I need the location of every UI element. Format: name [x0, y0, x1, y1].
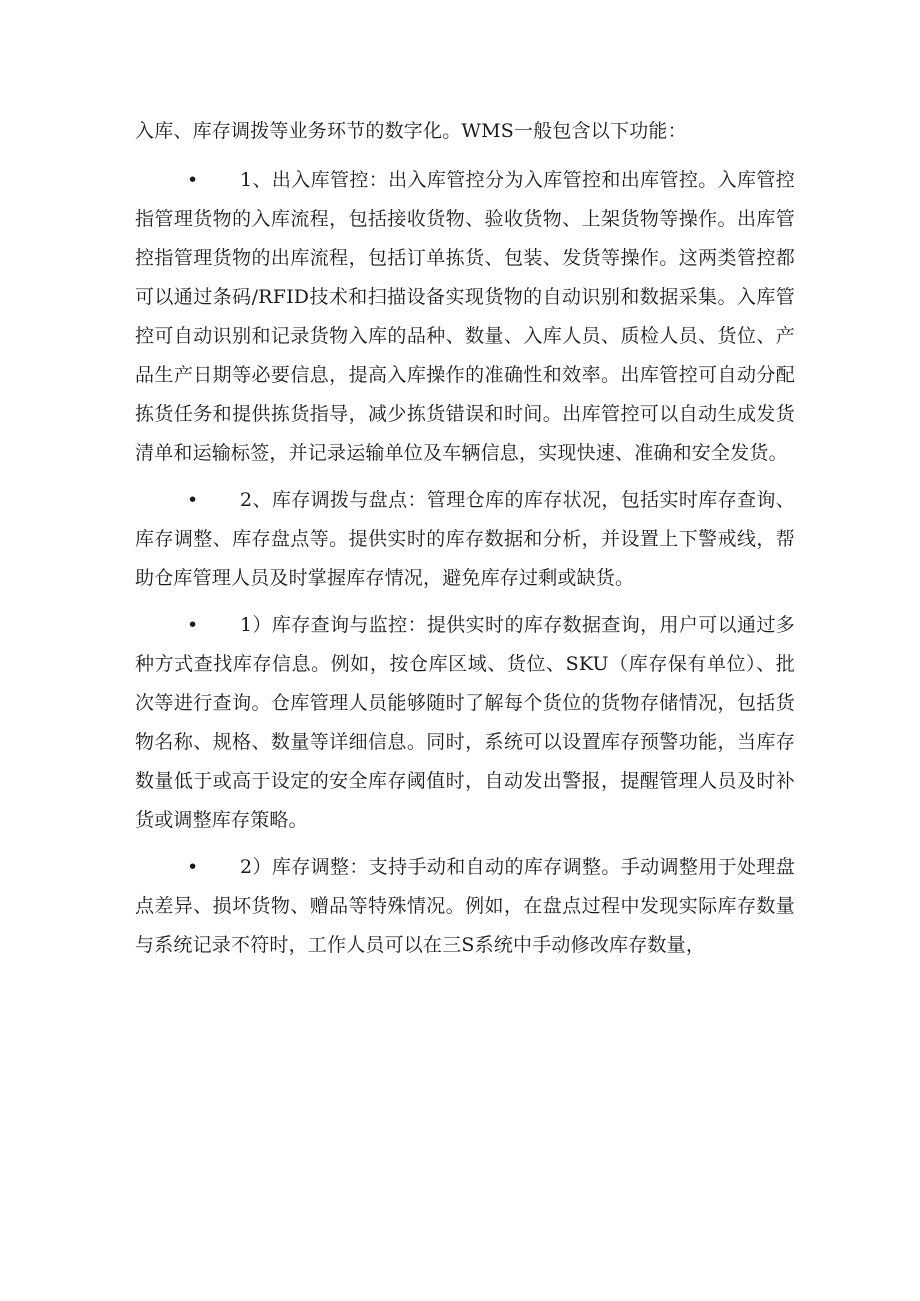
paragraph-text: 1、出入库管控：出入库管控分为入库管控和出库管控。入库管控指管理货物的入库流程，包括接收货物、验收货物、上架货物等操作。出库管控指管理货物的出库流程，包括订单拣货、包装、发货等操作。这两类管控都可以通过条码/RFID技术和扫描设备实现货物的自动识别和数据采集。入库管控可自动识别和记录货物入库的品种、数量、入库人员、质检人员、货位、产品生产日期等必要信息，提高入库操作的准确性和效率。出库管控可自动分配拣货任务和提供拣货指导，减少拣货错误和时间。出库管控可以自动生成发货清单和运输标签，并记录运输单位及车辆信息，实现快速、准确和安全发货。 — [135, 169, 795, 464]
bullet-dot-icon: • — [187, 856, 199, 878]
paragraph-text: 2）库存调整：支持手动和自动的库存调整。手动调整用于处理盘点差异、损坏货物、赠品等特殊情况。例如，在盘点过程中发现实际库存数量与系统记录不符时，工作人员可以在三S系统中手动修改库存数量， — [135, 856, 795, 956]
bullet-paragraph-inventory-query — [135, 606, 795, 840]
document-body — [135, 112, 795, 973]
bullet-dot-icon: • — [187, 614, 199, 636]
bullet-dot-icon: • — [187, 489, 199, 511]
bullet-paragraph-inventory-adjustment — [135, 848, 795, 965]
bullet-paragraph-inventory-transfer — [135, 481, 795, 598]
paragraph-text: 2、库存调拨与盘点：管理仓库的库存状况，包括实时库存查询、库存调整、库存盘点等。提供实时的库存数据和分析，并设置上下警戒线，帮助仓库管理人员及时掌握库存情况，避免库存过剩或缺货。 — [135, 489, 795, 589]
intro-paragraph: 入库、库存调拨等业务环节的数字化。WMS一般包含以下功能： — [135, 120, 687, 142]
paragraph-text: 1）库存查询与监控：提供实时的库存数据查询，用户可以通过多种方式查找库存信息。例如，按仓库区域、货位、SKU（库存保有单位）、批次等进行查询。仓库管理人员能够随时了解每个货位的货物存储情况，包括货物名称、规格、数量等详细信息。同时，系统可以设置库存预警功能，当库存数量低于或高于设定的安全库存阈值时，自动发出警报，提醒管理人员及时补货或调整库存策略。 — [135, 614, 795, 831]
bullet-paragraph-inbound-outbound — [135, 161, 795, 473]
bullet-dot-icon: • — [187, 169, 199, 191]
